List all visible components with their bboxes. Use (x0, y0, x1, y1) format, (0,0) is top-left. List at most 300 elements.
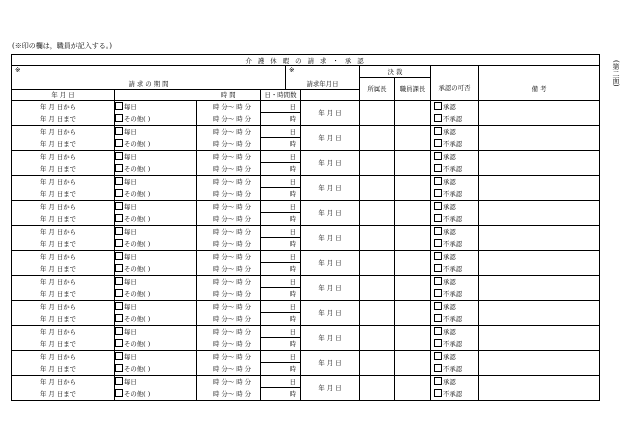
personnel-head-seal[interactable] (395, 250, 431, 275)
hour-count[interactable]: 時 (261, 163, 301, 176)
checkbox-icon[interactable] (115, 264, 123, 272)
disapprove-option[interactable] (434, 288, 478, 300)
other-option[interactable] (115, 113, 196, 125)
disapprove-option-label: 不承認 (443, 314, 463, 323)
checkbox-icon[interactable] (115, 189, 123, 197)
approval-options[interactable] (431, 300, 479, 325)
section-head-seal[interactable] (360, 325, 395, 350)
approve-option-label: 承認 (443, 127, 456, 136)
request-approval-table (11, 54, 600, 401)
every-day-option-label: 毎日 (124, 277, 137, 286)
remarks-field[interactable] (479, 375, 600, 400)
checkbox-icon[interactable] (115, 352, 123, 360)
disapprove-option[interactable] (434, 238, 478, 250)
hour-count[interactable]: 時 (261, 288, 301, 301)
other-option[interactable] (115, 238, 196, 250)
other-option[interactable] (115, 288, 196, 300)
time-line-1: 時 分～ 時 分 (213, 277, 252, 286)
time-line-1: 時 分～ 時 分 (213, 352, 252, 361)
date-to: 年 月 日まで (40, 139, 77, 148)
remarks-field[interactable] (479, 300, 600, 325)
time-range[interactable] (197, 100, 261, 125)
section-head-seal[interactable] (360, 150, 395, 175)
approval-options[interactable] (431, 325, 479, 350)
day-count[interactable]: 日 (261, 200, 301, 213)
disapprove-option[interactable] (434, 113, 478, 125)
date-to: 年 月 日まで (40, 189, 77, 198)
remarks-field[interactable] (479, 275, 600, 300)
section-head-seal[interactable] (360, 350, 395, 375)
disapprove-option[interactable] (434, 338, 478, 350)
personnel-head-seal[interactable] (395, 125, 431, 150)
other-option-label: その他( ) (124, 189, 151, 198)
personnel-head-seal[interactable] (395, 225, 431, 250)
day-count[interactable]: 日 (261, 375, 301, 388)
approve-option[interactable] (434, 376, 478, 388)
checkbox-icon[interactable] (115, 177, 123, 185)
checkbox-icon[interactable] (434, 314, 442, 322)
checkbox-icon[interactable] (115, 139, 123, 147)
date-from: 年 月 日から (40, 177, 77, 186)
checkbox-icon[interactable] (434, 164, 442, 172)
approve-option[interactable] (434, 251, 478, 263)
entry-row (12, 275, 600, 288)
section-head-header: 所属長 (360, 78, 395, 101)
section-head-seal[interactable] (360, 175, 395, 200)
day-count[interactable]: 日 (261, 350, 301, 363)
section-head-seal[interactable] (360, 275, 395, 300)
every-day-option-label: 毎日 (124, 302, 137, 311)
personnel-head-seal[interactable] (395, 325, 431, 350)
checkbox-icon[interactable] (434, 214, 442, 222)
personnel-head-header: 職員課長 (395, 78, 431, 101)
hour-count[interactable]: 時 (261, 113, 301, 126)
approval-options[interactable] (431, 175, 479, 200)
remarks-field[interactable] (479, 125, 600, 150)
request-date-field[interactable]: 年 月 日 (301, 175, 360, 200)
approval-options[interactable] (431, 200, 479, 225)
checkbox-icon[interactable] (434, 352, 442, 360)
checkbox-icon[interactable] (115, 114, 123, 122)
frequency-options[interactable] (115, 225, 197, 250)
time-line-2: 時 分～ 時 分 (213, 264, 252, 273)
other-option[interactable] (115, 388, 196, 400)
time-range[interactable] (197, 275, 261, 300)
approve-option[interactable] (434, 101, 478, 113)
disapprove-option-label: 不承認 (443, 239, 463, 248)
checkbox-icon[interactable] (434, 152, 442, 160)
checkbox-icon[interactable] (115, 377, 123, 385)
checkbox-icon[interactable] (115, 289, 123, 297)
personnel-head-seal[interactable] (395, 150, 431, 175)
personnel-head-seal[interactable] (395, 350, 431, 375)
checkbox-icon[interactable] (434, 202, 442, 210)
approval-options[interactable] (431, 275, 479, 300)
form-title: 介 護 休 暇 の 請 求 ・ 承 認 (12, 55, 600, 66)
approve-option[interactable] (434, 351, 478, 363)
checkbox-icon[interactable] (434, 377, 442, 385)
time-line-1: 時 分～ 時 分 (213, 127, 252, 136)
disapprove-option-label: 不承認 (443, 264, 463, 273)
checkbox-icon[interactable] (115, 127, 123, 135)
approval-options[interactable] (431, 225, 479, 250)
disapprove-option[interactable] (434, 313, 478, 325)
remarks-field[interactable] (479, 200, 600, 225)
hour-count[interactable]: 時 (261, 238, 301, 251)
remarks-field[interactable] (479, 325, 600, 350)
hour-count[interactable]: 時 (261, 213, 301, 226)
remarks-field[interactable] (479, 150, 600, 175)
section-head-seal[interactable] (360, 300, 395, 325)
checkbox-icon[interactable] (434, 302, 442, 310)
remarks-field[interactable] (479, 250, 600, 275)
date-to: 年 月 日まで (40, 264, 77, 273)
disapprove-option[interactable] (434, 138, 478, 150)
time-line-2: 時 分～ 時 分 (213, 239, 252, 248)
checkbox-icon[interactable] (434, 339, 442, 347)
disapprove-option-label: 不承認 (443, 389, 463, 398)
request-date-field[interactable]: 年 月 日 (301, 125, 360, 150)
date-from: 年 月 日から (40, 327, 77, 336)
time-line-1: 時 分～ 時 分 (213, 252, 252, 261)
remarks-field[interactable] (479, 350, 600, 375)
hour-count[interactable]: 時 (261, 388, 301, 401)
disapprove-option-label: 不承認 (443, 339, 463, 348)
every-day-option-label: 毎日 (124, 202, 137, 211)
checkbox-icon[interactable] (115, 202, 123, 210)
time-range[interactable] (197, 375, 261, 400)
request-date-field[interactable]: 年 月 日 (301, 375, 360, 400)
personnel-head-seal[interactable] (395, 275, 431, 300)
checkbox-icon[interactable] (115, 389, 123, 397)
approve-option[interactable] (434, 276, 478, 288)
checkbox-icon[interactable] (434, 102, 442, 110)
other-option-label: その他( ) (124, 289, 151, 298)
approval-options[interactable] (431, 375, 479, 400)
every-day-option[interactable] (115, 226, 196, 238)
request-date-field[interactable]: 年 月 日 (301, 275, 360, 300)
checkbox-icon[interactable] (115, 152, 123, 160)
time-line-2: 時 分～ 時 分 (213, 114, 252, 123)
day-count[interactable]: 日 (261, 175, 301, 188)
every-day-option[interactable] (115, 276, 196, 288)
personnel-head-seal[interactable] (395, 100, 431, 125)
date-to: 年 月 日まで (40, 114, 77, 123)
checkbox-icon[interactable] (434, 239, 442, 247)
every-day-option[interactable] (115, 151, 196, 163)
checkbox-icon[interactable] (115, 164, 123, 172)
section-head-seal[interactable] (360, 125, 395, 150)
period-dates[interactable] (12, 125, 115, 150)
checkbox-icon[interactable] (434, 189, 442, 197)
time-range[interactable] (197, 175, 261, 200)
checkbox-icon[interactable] (115, 102, 123, 110)
checkbox-icon[interactable] (115, 252, 123, 260)
date-to: 年 月 日まで (40, 314, 77, 323)
section-head-seal[interactable] (360, 200, 395, 225)
request-date-field[interactable]: 年 月 日 (301, 300, 360, 325)
checkbox-icon[interactable] (434, 289, 442, 297)
every-day-option-label: 毎日 (124, 377, 137, 386)
frequency-options[interactable] (115, 175, 197, 200)
every-day-option-label: 毎日 (124, 227, 137, 236)
personnel-head-seal[interactable] (395, 175, 431, 200)
other-option[interactable] (115, 263, 196, 275)
personnel-head-seal[interactable] (395, 375, 431, 400)
checkbox-icon[interactable] (115, 214, 123, 222)
period-dates[interactable] (12, 375, 115, 400)
day-count[interactable]: 日 (261, 125, 301, 138)
time-line-2: 時 分～ 時 分 (213, 189, 252, 198)
approve-option[interactable] (434, 226, 478, 238)
period-dates[interactable] (12, 325, 115, 350)
approval-options[interactable] (431, 250, 479, 275)
date-from: 年 月 日から (40, 102, 77, 111)
time-line-1: 時 分～ 時 分 (213, 102, 252, 111)
checkbox-icon[interactable] (434, 114, 442, 122)
day-count[interactable]: 日 (261, 100, 301, 113)
request-date-field[interactable]: 年 月 日 (301, 350, 360, 375)
approve-option[interactable] (434, 201, 478, 213)
approve-option[interactable] (434, 151, 478, 163)
checkbox-icon[interactable] (434, 227, 442, 235)
disapprove-option[interactable] (434, 388, 478, 400)
time-range[interactable] (197, 300, 261, 325)
frequency-options[interactable] (115, 150, 197, 175)
time-line-1: 時 分～ 時 分 (213, 177, 252, 186)
frequency-options[interactable] (115, 250, 197, 275)
entry-row (12, 300, 600, 313)
other-option[interactable] (115, 313, 196, 325)
other-option-label: その他( ) (124, 114, 151, 123)
date-from: 年 月 日から (40, 252, 77, 261)
approval-options[interactable] (431, 350, 479, 375)
checkbox-icon[interactable] (434, 252, 442, 260)
checkbox-icon[interactable] (434, 177, 442, 185)
section-head-seal[interactable] (360, 375, 395, 400)
entry-row (12, 375, 600, 388)
time-line-1: 時 分～ 時 分 (213, 377, 252, 386)
approve-option-label: 承認 (443, 352, 456, 361)
period-dates[interactable] (12, 225, 115, 250)
section-head-seal[interactable] (360, 250, 395, 275)
time-line-2: 時 分～ 時 分 (213, 139, 252, 148)
other-option[interactable] (115, 363, 196, 375)
remarks-field[interactable] (479, 100, 600, 125)
approve-option-label: 承認 (443, 102, 456, 111)
entry-row (12, 250, 600, 263)
period-dates[interactable] (12, 100, 115, 125)
disapprove-option[interactable] (434, 213, 478, 225)
period-dates[interactable] (12, 200, 115, 225)
disapprove-option[interactable] (434, 163, 478, 175)
time-range[interactable] (197, 200, 261, 225)
checkbox-icon[interactable] (115, 364, 123, 372)
time-line-1: 時 分～ 時 分 (213, 152, 252, 161)
remarks-header: 備 考 (479, 78, 600, 101)
checkbox-icon[interactable] (115, 239, 123, 247)
every-day-option[interactable] (115, 301, 196, 313)
hour-count[interactable]: 時 (261, 138, 301, 151)
checkbox-icon[interactable] (115, 277, 123, 285)
other-option[interactable] (115, 213, 196, 225)
hour-count[interactable]: 時 (261, 338, 301, 351)
remarks-field[interactable] (479, 225, 600, 250)
entry-row (12, 175, 600, 188)
approve-option[interactable] (434, 126, 478, 138)
approve-option-label: 承認 (443, 327, 456, 336)
hour-count[interactable]: 時 (261, 313, 301, 326)
period-dates[interactable] (12, 350, 115, 375)
personnel-head-seal[interactable] (395, 200, 431, 225)
hour-count[interactable]: 時 (261, 188, 301, 201)
request-date-field[interactable]: 年 月 日 (301, 100, 360, 125)
every-day-option[interactable] (115, 351, 196, 363)
entry-row (12, 200, 600, 213)
entry-row (12, 350, 600, 363)
approve-option[interactable] (434, 326, 478, 338)
checkbox-icon[interactable] (115, 327, 123, 335)
day-count[interactable]: 日 (261, 250, 301, 263)
checkbox-icon[interactable] (115, 339, 123, 347)
remarks-field[interactable] (479, 175, 600, 200)
disapprove-option-label: 不承認 (443, 189, 463, 198)
other-option[interactable] (115, 138, 196, 150)
time-line-2: 時 分～ 時 分 (213, 289, 252, 298)
date-to: 年 月 日まで (40, 389, 77, 398)
time-range[interactable] (197, 325, 261, 350)
request-date-field[interactable]: 年 月 日 (301, 250, 360, 275)
disapprove-option-label: 不承認 (443, 364, 463, 373)
time-line-2: 時 分～ 時 分 (213, 389, 252, 398)
date-from: 年 月 日から (40, 227, 77, 236)
date-to: 年 月 日まで (40, 364, 77, 373)
checkbox-icon[interactable] (434, 277, 442, 285)
checkbox-icon[interactable] (434, 264, 442, 272)
request-date-field[interactable]: 年 月 日 (301, 225, 360, 250)
checkbox-icon[interactable] (434, 364, 442, 372)
frequency-options[interactable] (115, 325, 197, 350)
frequency-options[interactable] (115, 275, 197, 300)
day-count[interactable]: 日 (261, 150, 301, 163)
every-day-option[interactable] (115, 251, 196, 263)
other-option[interactable] (115, 188, 196, 200)
time-subheader: 時 間 (197, 89, 261, 100)
request-date-field[interactable]: 年 月 日 (301, 200, 360, 225)
every-day-option[interactable] (115, 376, 196, 388)
other-option-label: その他( ) (124, 364, 151, 373)
time-range[interactable] (197, 250, 261, 275)
date-to: 年 月 日まで (40, 289, 77, 298)
frequency-options[interactable] (115, 200, 197, 225)
day-count[interactable]: 日 (261, 275, 301, 288)
time-line-2: 時 分～ 時 分 (213, 314, 252, 323)
checkbox-icon[interactable] (434, 327, 442, 335)
time-line-2: 時 分～ 時 分 (213, 164, 252, 173)
personnel-head-seal[interactable] (395, 300, 431, 325)
approve-option-label: 承認 (443, 302, 456, 311)
other-option-label: その他( ) (124, 239, 151, 248)
instruction-note: (※印の欄は，職員が記入する。) (12, 42, 112, 50)
period-dates[interactable] (12, 175, 115, 200)
request-date-field[interactable]: 年 月 日 (301, 150, 360, 175)
checkbox-icon[interactable] (434, 389, 442, 397)
date-from: 年 月 日から (40, 152, 77, 161)
section-head-seal[interactable] (360, 100, 395, 125)
request-date-header: 請求年月日 (286, 78, 360, 90)
entry-row (12, 100, 600, 113)
hour-count[interactable]: 時 (261, 263, 301, 276)
checkbox-icon[interactable] (115, 314, 123, 322)
other-option-label: その他( ) (124, 389, 151, 398)
other-option-label: その他( ) (124, 214, 151, 223)
day-count[interactable]: 日 (261, 325, 301, 338)
every-day-option-label: 毎日 (124, 177, 137, 186)
approve-option[interactable] (434, 176, 478, 188)
other-option[interactable] (115, 163, 196, 175)
day-count[interactable]: 日 (261, 225, 301, 238)
approval-options[interactable] (431, 125, 479, 150)
every-day-option[interactable] (115, 101, 196, 113)
time-range[interactable] (197, 125, 261, 150)
time-line-2: 時 分～ 時 分 (213, 339, 252, 348)
time-line-1: 時 分～ 時 分 (213, 327, 252, 336)
kome-mark: ※ (12, 66, 286, 78)
frequency-options[interactable] (115, 350, 197, 375)
checkbox-icon[interactable] (434, 139, 442, 147)
approve-option[interactable] (434, 301, 478, 313)
checkbox-icon[interactable] (434, 127, 442, 135)
section-head-seal[interactable] (360, 225, 395, 250)
every-day-option-label: 毎日 (124, 352, 137, 361)
period-dates[interactable] (12, 150, 115, 175)
other-option[interactable] (115, 338, 196, 350)
date-from: 年 月 日から (40, 277, 77, 286)
approval-options[interactable] (431, 100, 479, 125)
checkbox-icon[interactable] (115, 227, 123, 235)
day-count[interactable]: 日 (261, 300, 301, 313)
frequency-options[interactable] (115, 375, 197, 400)
disapprove-option[interactable] (434, 188, 478, 200)
decision-header: 決 裁 (360, 66, 431, 78)
disapprove-option[interactable] (434, 263, 478, 275)
every-day-option[interactable] (115, 176, 196, 188)
time-range[interactable] (197, 150, 261, 175)
time-range[interactable] (197, 225, 261, 250)
disapprove-option[interactable] (434, 363, 478, 375)
every-day-option[interactable] (115, 326, 196, 338)
period-dates[interactable] (12, 300, 115, 325)
period-dates[interactable] (12, 275, 115, 300)
other-option-label: その他( ) (124, 339, 151, 348)
period-dates[interactable] (12, 250, 115, 275)
time-range[interactable] (197, 350, 261, 375)
approval-options[interactable] (431, 150, 479, 175)
hour-count[interactable]: 時 (261, 363, 301, 376)
every-day-option[interactable] (115, 126, 196, 138)
frequency-options[interactable] (115, 300, 197, 325)
every-day-option-label: 毎日 (124, 127, 137, 136)
approve-option-label: 承認 (443, 377, 456, 386)
other-option-label: その他( ) (124, 264, 151, 273)
disapprove-option-label: 不承認 (443, 114, 463, 123)
request-date-field[interactable]: 年 月 日 (301, 325, 360, 350)
frequency-options[interactable] (115, 125, 197, 150)
disapprove-option-label: 不承認 (443, 139, 463, 148)
frequency-options[interactable] (115, 100, 197, 125)
checkbox-icon[interactable] (115, 302, 123, 310)
every-day-option[interactable] (115, 201, 196, 213)
